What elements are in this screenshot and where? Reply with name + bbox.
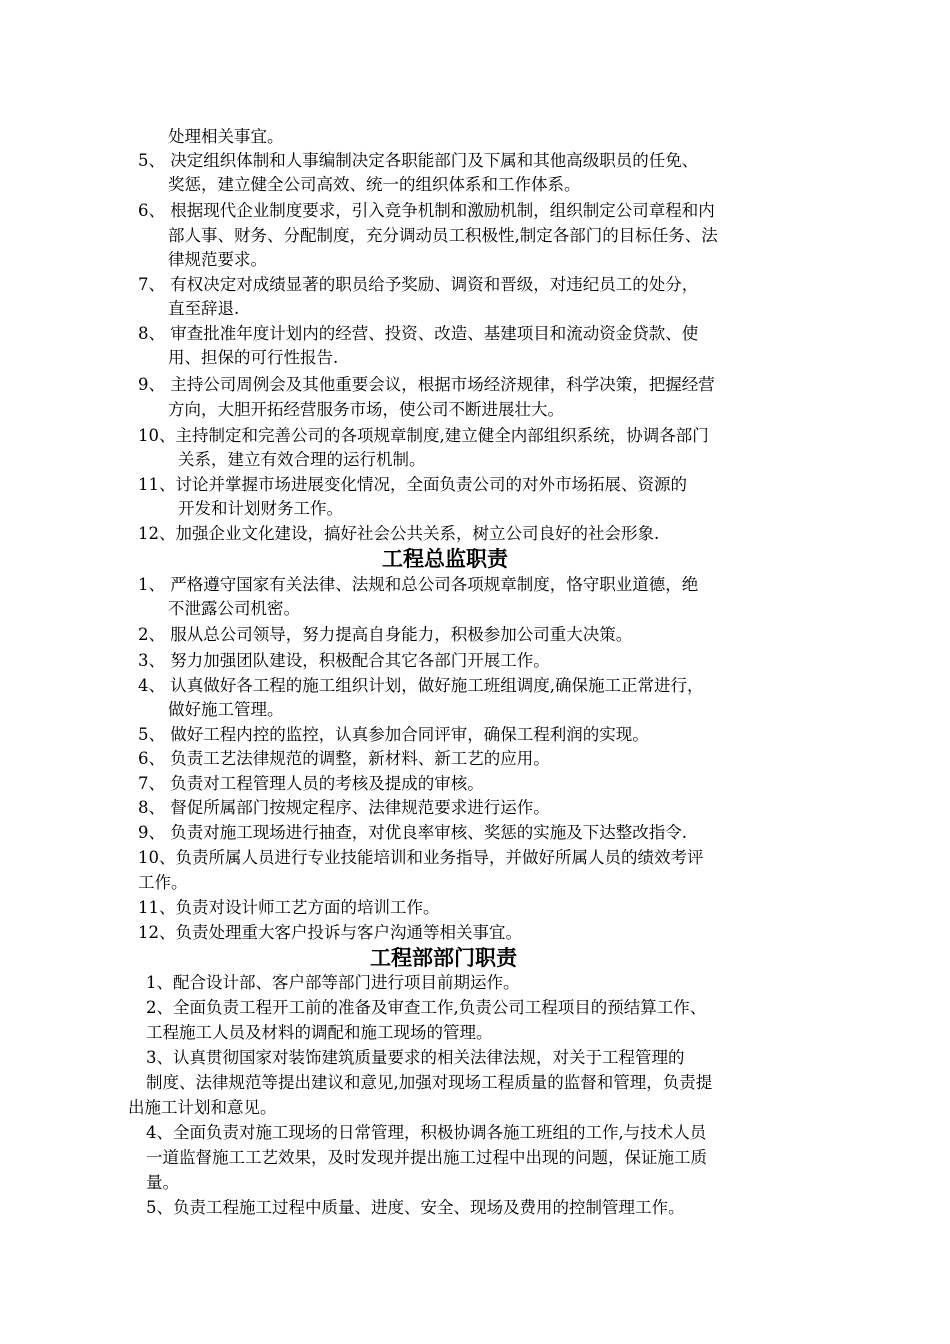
paragraph-line: 8、 审查批准年度计划内的经营、投资、改造、基建项目和流动资金贷款、使 — [138, 324, 699, 343]
paragraph-line: 2、全面负责工程开工前的准备及审查工作,负责公司工程项目的预结算工作、 — [146, 998, 707, 1017]
paragraph-line: 9、 主持公司周例会及其他重要会议，根据市场经济规律，科学决策，把握经营 — [138, 375, 715, 394]
paragraph-line: 开发和计划财务工作。 — [178, 499, 343, 518]
paragraph-line: 部人事、财务、分配制度，充分调动员工积极性,制定各部门的目标任务、法 — [168, 226, 718, 245]
paragraph-line: 1、 严格遵守国家有关法律、法规和总公司各项规章制度，恪守职业道德，绝 — [138, 575, 699, 594]
paragraph-line: 8、 督促所属部门按规定程序、法律规范要求进行运作。 — [138, 798, 550, 817]
paragraph-line: 关系，建立有效合理的运行机制。 — [178, 450, 426, 469]
paragraph-line: 4、 认真做好各工程的施工组织计划，做好施工班组调度,确保施工正常进行， — [138, 676, 704, 695]
paragraph-line: 5、 做好工程内控的监控，认真参加合同评审，确保工程利润的实现。 — [138, 725, 649, 744]
paragraph-line: 6、 负责工艺法律规范的调整，新材料、新工艺的应用。 — [138, 749, 550, 768]
paragraph-line: 方向，大胆开拓经营服务市场，使公司不断进展壮大。 — [168, 400, 564, 419]
paragraph-line: 直至辞退. — [168, 299, 240, 318]
paragraph-line: 3、认真贯彻国家对装饰建筑质量要求的相关法律法规，对关于工程管理的 — [146, 1048, 685, 1067]
paragraph-line: 10、负责所属人员进行专业技能培训和业务指导，并做好所属人员的绩效考评 — [138, 848, 704, 867]
paragraph-line: 不泄露公司机密。 — [168, 599, 300, 618]
paragraph-line: 10、主持制定和完善公司的各项规章制度,建立健全内部组织系统，协调各部门 — [138, 426, 709, 445]
paragraph-line: 4、全面负责对施工现场的日常管理，积极协调各施工班组的工作,与技术人员 — [146, 1123, 707, 1142]
paragraph-line: 制度、法律规范等提出建议和意见,加强对现场工程质量的监督和管理，负责提 — [146, 1073, 713, 1092]
paragraph-line: 12、负责处理重大客户投诉与客户沟通等相关事宜。 — [138, 923, 522, 942]
paragraph-line: 律规范要求。 — [168, 250, 267, 269]
paragraph-line: 7、 负责对工程管理人员的考核及提成的审核。 — [138, 774, 484, 793]
paragraph-line: 量。 — [146, 1173, 179, 1192]
paragraph-line: 出施工计划和意见。 — [128, 1098, 277, 1117]
section-title: 工程总监职责 — [382, 546, 508, 571]
paragraph-line: 11、讨论并掌握市场进展变化情况，全面负责公司的对外市场拓展、资源的 — [138, 475, 687, 494]
paragraph-line: 3、 努力加强团队建设，积极配合其它各部门开展工作。 — [138, 651, 550, 670]
paragraph-line: 2、 服从总公司领导，努力提高自身能力，积极参加公司重大决策。 — [138, 625, 633, 644]
paragraph-line: 5、负责工程施工过程中质量、进度、安全、现场及费用的控制管理工作。 — [146, 1198, 685, 1217]
paragraph-line: 一道监督施工工艺效果，及时发现并提出施工过程中出现的问题，保证施工质 — [146, 1148, 707, 1167]
paragraph-line: 工作。 — [138, 873, 188, 892]
paragraph-line: 处理相关事宜。 — [168, 127, 284, 146]
paragraph-line: 7、 有权决定对成绩显著的职员给予奖励、调资和晋级，对违纪员工的处分， — [138, 275, 699, 294]
paragraph-line: 工程施工人员及材料的调配和施工现场的管理。 — [146, 1023, 493, 1042]
paragraph-line: 奖惩，建立健全公司高效、统一的组织体系和工作体系。 — [168, 175, 581, 194]
paragraph-line: 6、 根据现代企业制度要求，引入竞争机制和激励机制，组织制定公司章程和内 — [138, 201, 715, 220]
paragraph-line: 9、 负责对施工现场进行抽查，对优良率审核、奖惩的实施及下达整改指令. — [138, 823, 687, 842]
section-title: 工程部部门职责 — [370, 945, 517, 970]
paragraph-line: 1、配合设计部、客户部等部门进行项目前期运作。 — [146, 973, 520, 992]
paragraph-line: 5、 决定组织体制和人事编制决定各职能部门及下属和其他高级职员的任免、 — [138, 151, 699, 170]
paragraph-line: 用、担保的可行性报告. — [168, 348, 339, 367]
paragraph-line: 12、加强企业文化建设，搞好社会公共关系，树立公司良好的社会形象. — [138, 524, 660, 543]
paragraph-line: 做好施工管理。 — [168, 700, 284, 719]
paragraph-line: 11、负责对设计师工艺方面的培训工作。 — [138, 898, 440, 917]
